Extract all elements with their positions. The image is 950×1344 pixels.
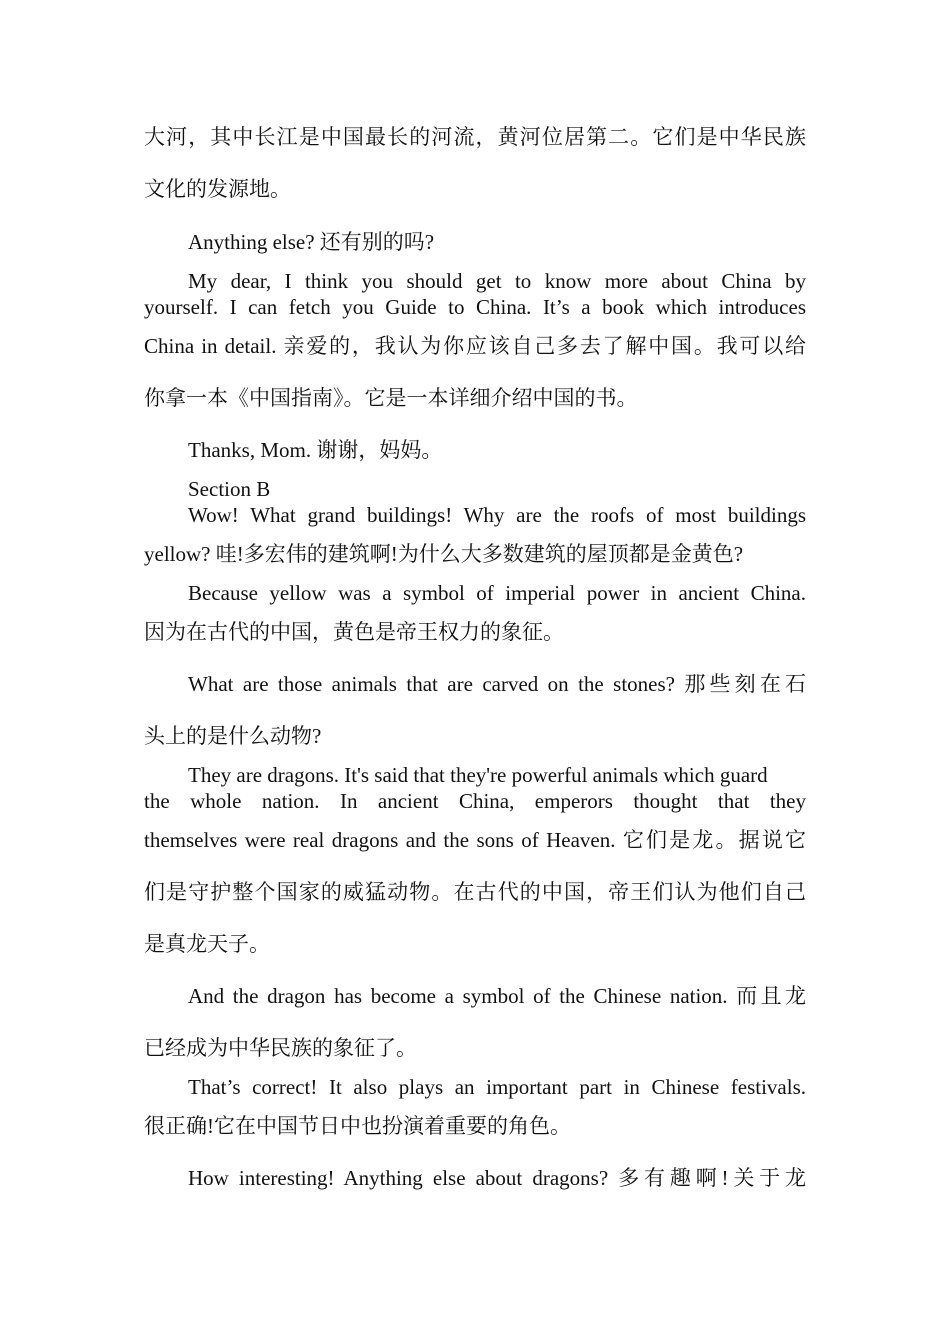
text-line: And the dragon has become a symbol of the Chinese nation. 而且龙 <box>188 984 806 1008</box>
text-line: They are dragons. It's said that they're powerful animals which guard <box>188 763 768 787</box>
text-line: Wow! What grand buildings! Why are the roofs of most buildings <box>188 503 806 527</box>
section-heading: Section B <box>188 477 271 501</box>
text-line: yourself. I can fetch you Guide to China. It’s a book which introduces <box>144 295 806 319</box>
text-line: Anything else? 还有别的吗? <box>188 230 435 254</box>
text-line: 很正确!它在中国节日中也扮演着重要的角色。 <box>144 1114 571 1138</box>
text-line: My dear, I think you should get to know more about China by <box>188 269 806 293</box>
text-line: 你拿一本《中国指南》。它是一本详细介绍中国的书。 <box>144 386 638 410</box>
text-line: 是真龙天子。 <box>144 932 270 956</box>
text-line: How interesting! Anything else about dragons? 多有趣啊!关于龙 <box>188 1166 806 1190</box>
text-line: 头上的是什么动物? <box>144 724 322 748</box>
text-line: 已经成为中华民族的象征了。 <box>144 1036 417 1060</box>
text-line: China in detail. 亲爱的，我认为你应该自己多去了解中国。我可以给 <box>144 334 806 358</box>
text-line: 们是守护整个国家的威猛动物。在古代的中国，帝王们认为他们自己 <box>144 880 806 904</box>
text-line: What are those animals that are carved on the stones? 那些刻在石 <box>188 672 806 696</box>
text-line: Thanks, Mom. 谢谢，妈妈。 <box>188 438 443 462</box>
text-line: That’s correct! It also plays an important part in Chinese festivals. <box>188 1075 806 1099</box>
text-line: 文化的发源地。 <box>144 177 291 201</box>
text-line: 大河，其中长江是中国最长的河流，黄河位居第二。它们是中华民族 <box>144 125 806 149</box>
text-line: the whole nation. In ancient China, emperors thought that they <box>144 789 806 813</box>
text-line: 因为在古代的中国，黄色是帝王权力的象征。 <box>144 620 564 644</box>
text-line: Because yellow was a symbol of imperial power in ancient China. <box>188 581 806 605</box>
text-line: themselves were real dragons and the sons of Heaven. 它们是龙。据说它 <box>144 828 806 852</box>
text-line: yellow? 哇!多宏伟的建筑啊!为什么大多数建筑的屋顶都是金黄色? <box>144 542 744 566</box>
